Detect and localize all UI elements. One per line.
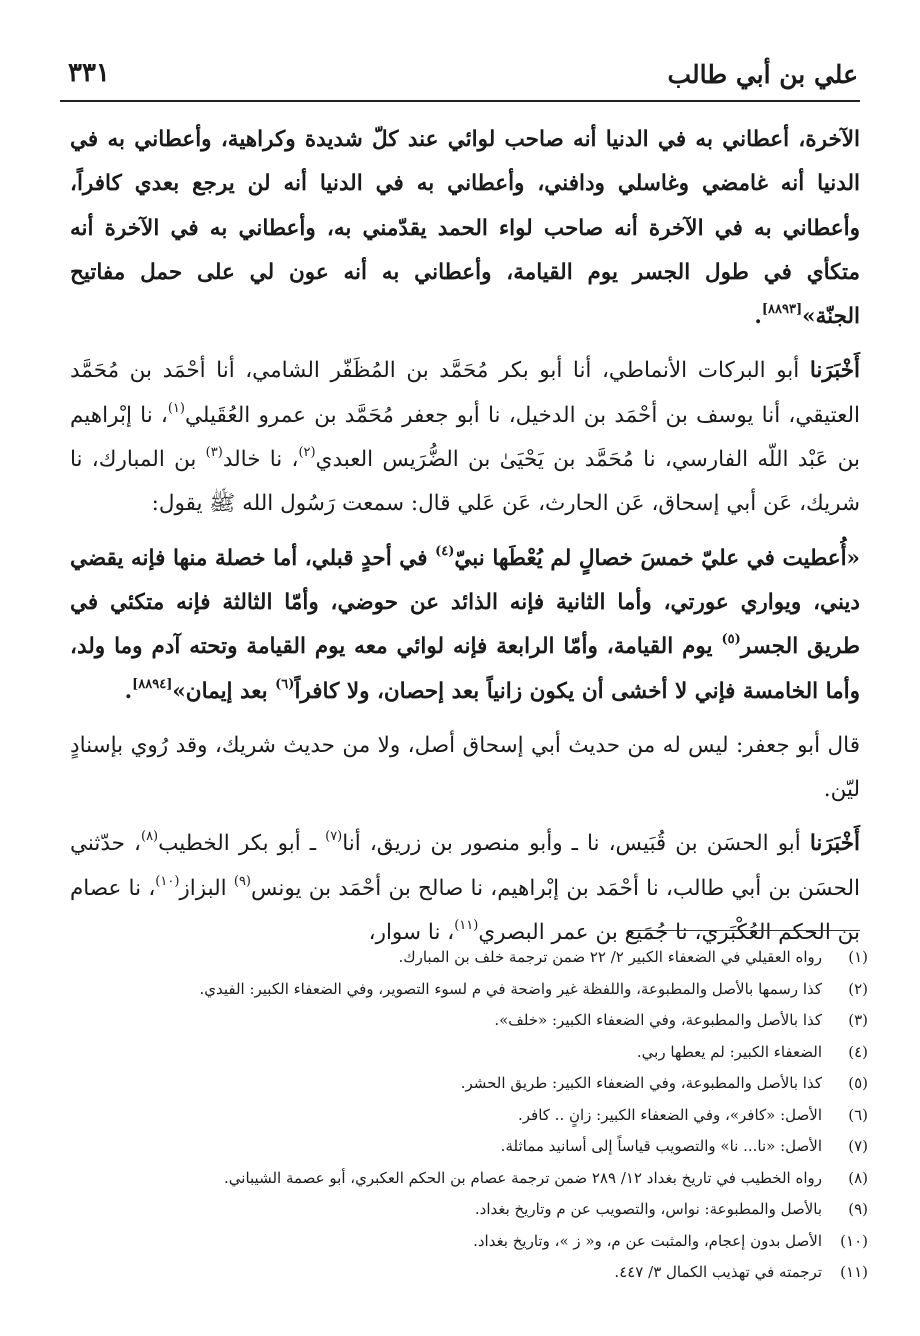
footnote — [70, 1100, 868, 1132]
footnote — [70, 1005, 868, 1037]
hadith-ref: [٨٨٩٤] — [132, 676, 173, 692]
footnote — [70, 1163, 868, 1195]
footnote-rule — [628, 930, 860, 931]
isnad-text: ، حدّثني الحسَن بن أبي طالب، نا أحْمَد بن إبْراهيم، نا صالح بن أحْمَد بن يونس — [70, 831, 861, 901]
footnote-text: بالأصل والمطبوعة: نواس، والتصويب عن م وتاريخ بغداد. — [474, 1200, 822, 1218]
akhbarana-lead: أَخْبَرَنا — [809, 358, 860, 384]
footnote-number: (٨) — [848, 1168, 868, 1187]
footnote-text: الأصل بدون إعجام، والمثبت عن م، و« ز »، وتاريخ بغداد. — [473, 1231, 822, 1250]
footnote-number: (١٠) — [840, 1231, 868, 1250]
main-text — [70, 118, 860, 965]
footnote-text: رواه الخطيب في تاريخ بغداد ١٢/ ٢٨٩ ضمن ترجمة عصام بن الحكم العكبري، أبو عصمة الشيباني. — [224, 1168, 822, 1187]
hadith-text: يوم القيامة، وأمّا الرابعة فإنه لوائي معه يوم القيامة وتحته آدم وما ولد، وأما الخامسة فإني لا أخشى أن يكون زانياً بعد إحصان، ولا كافراً — [70, 634, 860, 704]
paragraph-1-text: الآخرة، أعطاني به في الدنيا أنه صاحب لوائي عند كلّ شديدة وكراهية، وأعطاني به في الدنيا أنه غامضي وغاسلي ودافني، وأعطاني به في الدنيا أنه لن يرجع بعدي كافراً، وأعطاني به في الآخرة أنه صاحب لواء الحمد يقدّمني به، وأعطاني به في الآخرة أنه متكأي في طول الجسر يوم القيامة، وأعطاني به أنه عون لي على حمل مفاتيح الجنّة» — [70, 127, 860, 330]
hadith-text: بعد إيمان» — [172, 678, 276, 704]
paragraph-5 — [70, 822, 860, 955]
footnote-ref: (٨) — [140, 829, 159, 845]
footnote-text: الأصل: «كافر»، وفي الضعفاء الكبير: زانٍ .. كافر. — [517, 1105, 822, 1124]
footnote-number: (٩) — [848, 1200, 868, 1218]
footnote-text: رواه العقيلي في الضعفاء الكبير ٢/ ٢٢ ضمن ترجمة خلف بن المبارك. — [398, 948, 822, 966]
footnote — [70, 1131, 868, 1163]
footnote-ref: (٧) — [325, 829, 343, 845]
footnote — [70, 1257, 868, 1289]
hadith-text: «أُعطيت في عليّ خمسَ خصالٍ لم يُعْطَها نبيّ — [454, 545, 860, 571]
footnote-text: كذا بالأصل والمطبوعة، وفي الضعفاء الكبير: طريق الحشر. — [460, 1074, 822, 1092]
isnad-text: ، نا إبْراهيم بن عَبْد اللّه الفارسي، نا مُحَمَّد بن يَحْيَىٰ بن الضُّرَيس العبدي — [70, 402, 860, 473]
hadith-ref: [٨٨٩٣] — [761, 302, 803, 318]
footnote-ref: (١١) — [454, 918, 479, 934]
isnad-text: ، نا عصام بن الحكم العُكْبَري، نا جُمَيع بن عمر البصري — [70, 875, 860, 946]
footnote-number: (٥) — [848, 1074, 868, 1092]
footnote-ref: (٥) — [721, 632, 741, 648]
footnote — [70, 1068, 868, 1100]
footnote-number: (٤) — [848, 1042, 868, 1061]
footnote-text: الأصل: «نا... نا» والتصويب قياساً إلى أسانيد مماثلة. — [500, 1137, 822, 1155]
paragraph-1 — [70, 118, 860, 339]
footnote-ref: (١٠) — [155, 873, 180, 889]
footnote — [70, 942, 868, 974]
footnote — [70, 1226, 868, 1258]
footnote — [70, 974, 868, 1006]
isnad-text: البزاز — [179, 875, 234, 901]
isnad-text: ـ أبو بكر الخطيب — [158, 831, 326, 857]
footnotes — [70, 942, 868, 1289]
footnote-number: (١١) — [840, 1263, 868, 1281]
running-title: علي بن أبي طالب — [667, 60, 858, 89]
footnote-ref: (١) — [167, 400, 185, 416]
header-rule — [60, 100, 860, 102]
isnad-text: بن المبارك، نا شريك، عَن أبي إسحاق، عَن الحارث، عَن عَلي قال: سمعت رَسُول الله ﷺ يقول: — [70, 447, 860, 517]
footnote — [70, 1194, 868, 1226]
footnote-text: الضعفاء الكبير: لم يعطها ربي. — [636, 1042, 822, 1061]
akhbarana-lead: أَخْبَرَنا — [809, 831, 860, 857]
footnote-number: (٧) — [848, 1137, 868, 1155]
footnote-ref: (٤) — [435, 543, 455, 559]
paragraph-2 — [70, 349, 860, 526]
isnad-text: أبو البركات الأنماطي، أنا أبو بكر مُحَمَّد بن المُظَفّر الشامي، أنا أحْمَد بن مُحَمَّد العتيقي، أنا يوسف بن أحْمَد بن الدخيل، نا أبو جعفر مُحَمَّد بن عمرو العُقَيلي — [70, 358, 860, 428]
period: . — [754, 304, 762, 330]
period: . — [124, 678, 133, 704]
footnote-number: (٣) — [848, 1011, 868, 1029]
footnote-number: (٦) — [848, 1105, 868, 1124]
isnad-text: أبو الحسَن بن قُبَيس، نا ـ وأبو منصور بن زريق، أنا — [342, 831, 810, 857]
footnote-ref: (٩) — [233, 873, 251, 889]
footnote-ref: (٣) — [205, 445, 223, 461]
footnote-text: ترجمته في تهذيب الكمال ٣/ ٤٤٧. — [614, 1263, 822, 1281]
isnad-text: ، نا سوار، — [368, 920, 455, 946]
footnote-text: كذا رسمها بالأصل والمطبوعة، واللفظة غير واضحة في م لسوء التصوير، وفي الضعفاء الكبير: الفيدي. — [199, 979, 822, 998]
footnote — [70, 1037, 868, 1069]
page-number: ٣٣١ — [68, 58, 110, 88]
paragraph-3 — [70, 537, 860, 714]
footnote-number: (١) — [848, 948, 868, 966]
footnote-number: (٢) — [848, 979, 868, 998]
footnote-ref: (٢) — [298, 445, 316, 461]
hadith-text: في أحدٍ قبلي، أما خصلة منها فإنه يقضي ديني، ويواري عورتي، وأما الثانية فإنه الذائد عن حوضي، وأمّا الثالثة فإنه متكئي في طريق الجسر — [70, 545, 860, 660]
isnad-text: ، نا خالد — [222, 447, 299, 473]
paragraph-4: قال أبو جعفر: ليس له من حديث أبي إسحاق أصل، ولا من حديث شريك، وقد رُوي بإسنادٍ ليّن. — [70, 732, 860, 803]
footnote-ref: (٦) — [275, 676, 295, 692]
footnote-text: كذا بالأصل والمطبوعة، وفي الضعفاء الكبير: «خلف». — [494, 1011, 822, 1029]
